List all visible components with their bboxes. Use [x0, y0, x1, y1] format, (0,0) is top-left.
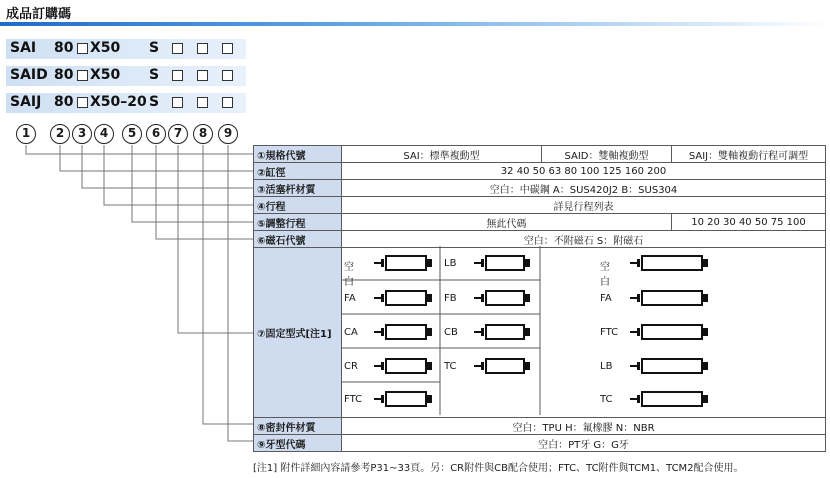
- row-label: ⑥磁石代號: [254, 231, 342, 248]
- spec-value: 10 20 30 40 50 75 100: [672, 214, 826, 231]
- footnote: [注1] 附件詳細內容請參考P31~33頁。另：CR附件與CB配合使用；FTC、TC附件與TCM1、TCM2配合使用。: [253, 463, 744, 474]
- spec-value: 無此代碼: [342, 214, 672, 231]
- bore-code: 80: [54, 67, 74, 83]
- mount-label: CR: [344, 361, 358, 372]
- mount-label: 空白: [600, 262, 610, 288]
- marker-4: 4: [94, 124, 114, 144]
- spec-value: 32 40 50 63 80 100 125 160 200: [342, 163, 826, 180]
- spec-value: SAID：雙軸複動型: [542, 146, 672, 163]
- cylinder-icon: [472, 289, 536, 307]
- mount-label: CB: [444, 327, 458, 338]
- spec-value: 詳見行程列表: [342, 197, 826, 214]
- row-label: ⑨牙型代碼: [254, 435, 342, 452]
- mount-label: 空白: [344, 262, 354, 288]
- row-label: ①規格代號: [254, 146, 342, 163]
- mount-label: CA: [344, 327, 358, 338]
- cylinder-icon: [628, 323, 714, 341]
- cylinder-icon: [372, 254, 438, 272]
- mount-label: LB: [600, 361, 613, 372]
- cylinder-icon: [372, 323, 438, 341]
- spec-value: 空白：中碳鋼 A：SUS420J2 B：SUS304: [342, 180, 826, 197]
- row-label: ⑦固定型式[注1]: [254, 248, 342, 418]
- marker-8: 8: [193, 124, 213, 144]
- magnet-code: S: [149, 94, 160, 110]
- spec-value: SAIJ：雙軸複動行程可調型: [672, 146, 826, 163]
- spec-value: SAI：標準複動型: [342, 146, 542, 163]
- mount-label: TC: [600, 394, 613, 405]
- magnet-code: S: [149, 40, 160, 56]
- marker-5: 5: [122, 124, 142, 144]
- stroke-code: X50: [90, 67, 121, 83]
- marker-9: 9: [218, 124, 238, 144]
- spec-value: 空白：不附磁石 S：附磁石: [342, 231, 826, 248]
- marker-7: 7: [168, 124, 188, 144]
- mount-label: FTC: [344, 394, 363, 405]
- cylinder-icon: [628, 357, 714, 375]
- cylinder-icon: [472, 357, 536, 375]
- cylinder-icon: [628, 254, 714, 272]
- model-code: SAI: [10, 40, 37, 56]
- cylinder-icon: [472, 323, 536, 341]
- marker-1: 1: [16, 124, 36, 144]
- spec-value: 空白：PT牙 G：G牙: [342, 435, 826, 452]
- cylinder-icon: [372, 357, 438, 375]
- mount-label: FB: [444, 293, 457, 304]
- model-code: SAID: [10, 67, 48, 83]
- row-label: ⑧密封件材質: [254, 418, 342, 435]
- stroke-code: X50–20: [90, 94, 147, 110]
- row-label: ④行程: [254, 197, 342, 214]
- mount-label: LB: [444, 258, 457, 269]
- mount-label: FA: [344, 293, 356, 304]
- marker-6: 6: [146, 124, 166, 144]
- marker-3: 3: [72, 124, 92, 144]
- bore-code: 80: [54, 94, 74, 110]
- magnet-code: S: [149, 67, 160, 83]
- model-code: SAIJ: [10, 94, 42, 110]
- bore-code: 80: [54, 40, 74, 56]
- cylinder-icon: [628, 390, 714, 408]
- cylinder-icon: [472, 254, 536, 272]
- mount-label: FTC: [600, 327, 619, 338]
- row-label: ③活塞杆材質: [254, 180, 342, 197]
- mount-label: FA: [600, 293, 612, 304]
- cylinder-icon: [372, 390, 438, 408]
- marker-2: 2: [50, 124, 70, 144]
- row-label: ⑤調整行程: [254, 214, 342, 231]
- cylinder-icon: [628, 289, 714, 307]
- page-title: 成品訂購碼: [6, 7, 72, 22]
- spec-value: 空白：TPU H：氟橡膠 N：NBR: [342, 418, 826, 435]
- stroke-code: X50: [90, 40, 121, 56]
- cylinder-icon: [372, 289, 438, 307]
- row-label: ②缸徑: [254, 163, 342, 180]
- mount-label: TC: [444, 361, 457, 372]
